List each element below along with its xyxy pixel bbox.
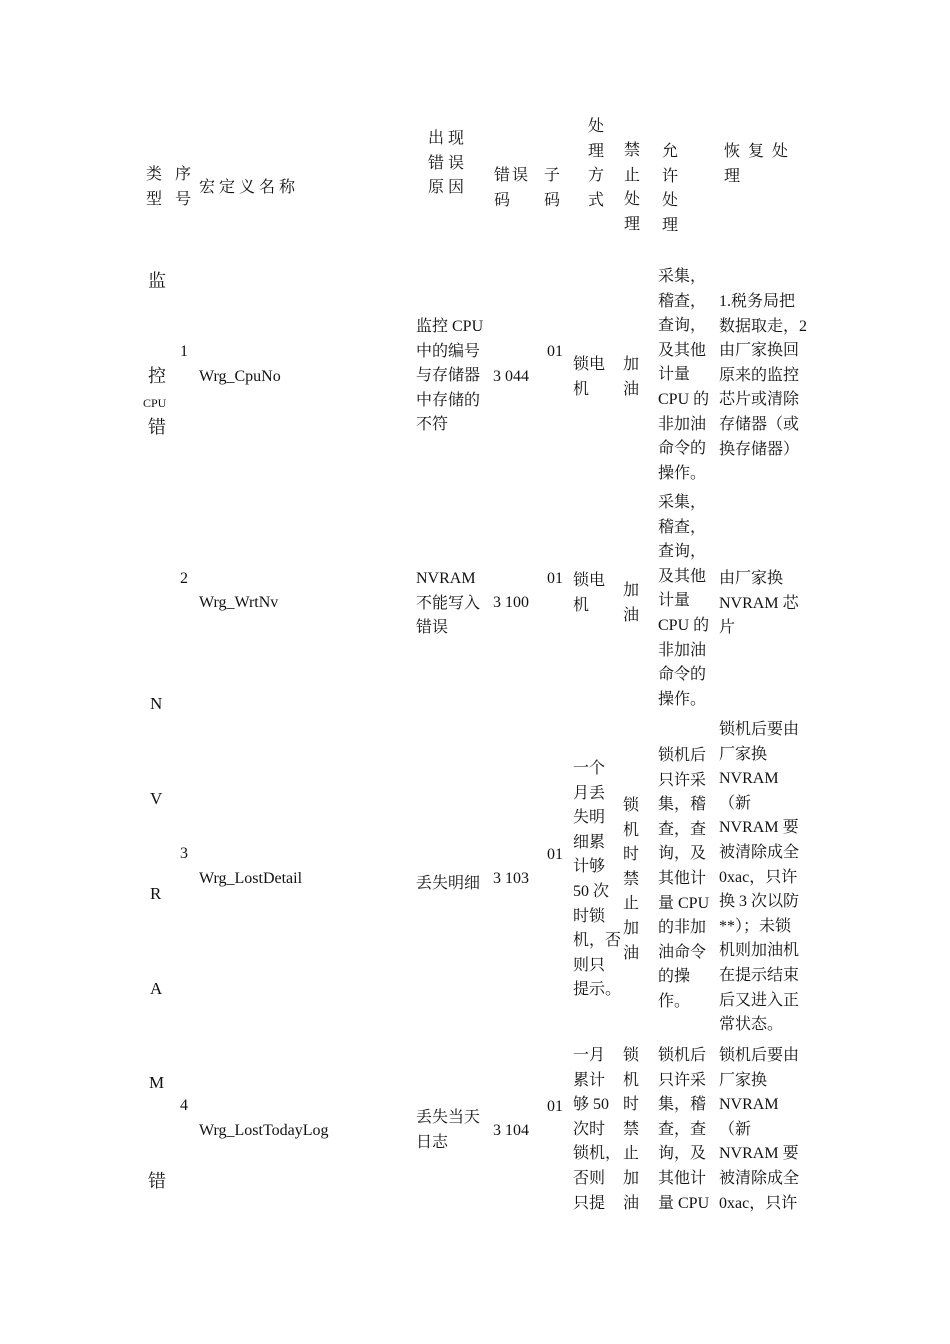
row-cause: NVRAM 不能写入 错误 — [416, 570, 481, 637]
header-allowed: 允 许 处 理 — [662, 143, 685, 234]
row-recovery: 锁机后要由 厂家换 NVRAM （新 NVRAM 要 被清除成全 0xac，只许 换 3 次以防 **）；未锁 机则加油机 在提示结束 后又进入正 常状态。 — [719, 721, 800, 1034]
row-handling: 锁电 机 — [573, 572, 606, 614]
header-seq — [174, 163, 192, 212]
header-recovery: 恢 复 处 理 — [724, 143, 791, 185]
header-type-text: 类型 — [145, 166, 162, 208]
category-cpu-line4: 错 — [148, 417, 166, 437]
row-seq: 2 — [180, 570, 188, 587]
row-err-code: 3 103 — [493, 870, 529, 887]
row-seq: 1 — [180, 343, 188, 360]
row-sub-code: 01 — [547, 846, 563, 863]
header-sub-code: 子码 — [544, 167, 561, 209]
category-nvram-l5: M — [149, 1073, 165, 1092]
row-err-code: 3 044 — [493, 368, 529, 385]
header-forbidden: 禁止处理 — [624, 142, 641, 233]
row-allowed: 锁机后 只许采 集，稽 查，查 询，及 其他计 量 CPU — [658, 1047, 710, 1212]
header-err-code: 错误码 — [494, 167, 531, 209]
row-forbidden: 锁 机 时 禁 止 加 油 — [623, 1047, 640, 1212]
row-cause: 丢失明细 — [416, 875, 481, 892]
header-seq-text: 序号 — [174, 166, 191, 208]
row-allowed: 锁机后 只许采 集，稽 查，查 询，及 其他计 量 CPU 的非加 油命令 的操 作。 — [658, 747, 710, 1010]
row-recovery: 由厂家换 NVRAM 芯 片 — [719, 570, 799, 637]
row-cause: 监控 CPU 中的编号 与存储器 中存储的 不符 — [416, 318, 484, 434]
header-macro: 宏 定 义 名 称 — [199, 179, 296, 196]
category-nvram-l6: 错 — [148, 1171, 166, 1191]
header-cause: 出现错误原因 — [428, 130, 469, 197]
category-cpu-line2: 控 — [148, 366, 166, 386]
row-allowed: 采集， 稽查， 查询， 及其他 计量 CPU 的 非加油 命令的 操作。 — [658, 268, 710, 482]
row-forbidden: 加 油 — [623, 356, 640, 398]
row-forbidden: 锁 机 时 禁 止 加 油 — [623, 797, 640, 962]
row-recovery: 1.税务局把 数据取走，2 由厂家换回 原来的监控 芯片或清除 存储器（或 换存储器） — [719, 293, 808, 458]
header-handling: 处理方式 — [588, 118, 605, 209]
row-macro: Wrg_LostDetail — [199, 870, 303, 887]
category-cpu-line3: CPU — [143, 396, 167, 410]
category-nvram-l1: N — [150, 694, 163, 713]
row-handling: 锁电 机 — [573, 356, 606, 398]
row-allowed: 采集， 稽查， 查询， 及其他 计量 CPU 的 非加油 命令的 操作。 — [658, 494, 710, 708]
category-cpu-line1: 监 — [148, 271, 166, 291]
row-handling: 一月 累计 够 50 次时 锁机， 否则 只提 — [573, 1047, 622, 1212]
row-forbidden: 加 油 — [623, 582, 640, 624]
row-cause: 丢失当天 日志 — [416, 1109, 481, 1151]
row-macro: Wrg_WrtNv — [199, 594, 279, 611]
row-macro: Wrg_LostTodayLog — [199, 1122, 329, 1139]
category-nvram-l2: V — [150, 789, 163, 808]
row-seq: 4 — [180, 1097, 188, 1114]
row-handling: 一个 月丢 失明 细累 计够 50 次 时锁 机，否 则只 提示。 — [573, 760, 622, 999]
category-nvram-l4: A — [150, 979, 163, 998]
row-err-code: 3 100 — [493, 594, 529, 611]
row-sub-code: 01 — [547, 343, 563, 360]
row-seq: 3 — [180, 845, 188, 862]
header-type — [145, 163, 163, 212]
row-recovery: 锁机后要由 厂家换 NVRAM （新 NVRAM 要 被清除成全 0xac，只许 — [719, 1047, 800, 1212]
row-sub-code: 01 — [547, 570, 563, 587]
row-err-code: 3 104 — [493, 1122, 529, 1139]
row-macro: Wrg_CpuNo — [199, 368, 281, 385]
row-sub-code: 01 — [547, 1098, 563, 1115]
category-nvram-l3: R — [150, 884, 162, 903]
